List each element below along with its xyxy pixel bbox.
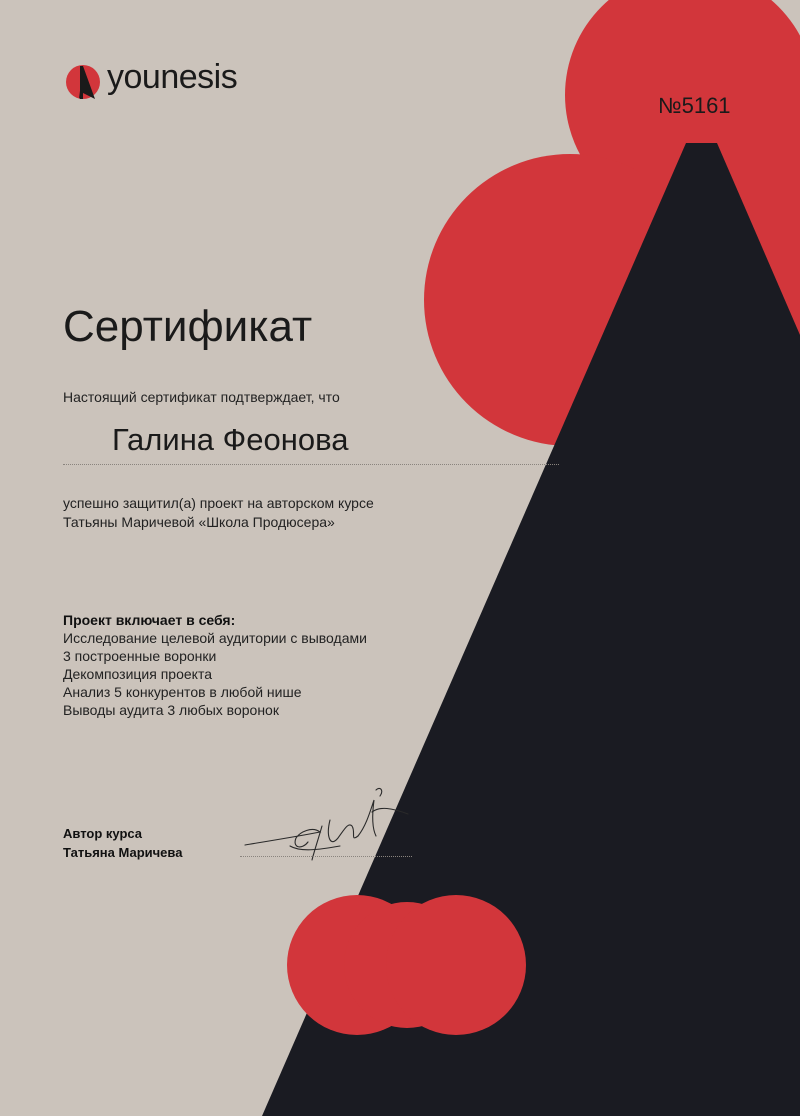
younesis-logo-icon bbox=[66, 65, 100, 99]
signature-line bbox=[240, 856, 412, 857]
list-item: Выводы аудита 3 любых воронок bbox=[63, 702, 279, 718]
red-circle-bottom-3 bbox=[386, 895, 526, 1035]
recipient-name: Галина Феонова bbox=[112, 422, 349, 457]
certificate-title: Сертификат bbox=[63, 302, 313, 351]
list-item: Исследование целевой аудитории с выводами bbox=[63, 630, 367, 646]
intro-text: Настоящий сертификат подтверждает, что bbox=[63, 389, 340, 405]
recipient-underline bbox=[63, 464, 559, 465]
project-includes-list bbox=[63, 629, 367, 719]
list-item: Декомпозиция проекта bbox=[63, 666, 212, 682]
certificate-number: №5161 bbox=[658, 93, 731, 118]
author-name: Татьяна Маричева bbox=[63, 845, 183, 860]
course-text-line-1: успешно защитил(а) проект на авторском курсе bbox=[63, 495, 374, 511]
author-role: Автор курса bbox=[63, 826, 143, 841]
course-text-line-2: Татьяны Маричевой «Школа Продюсера» bbox=[63, 514, 335, 530]
list-item: 3 построенные воронки bbox=[63, 648, 217, 664]
list-item: Анализ 5 конкурентов в любой нише bbox=[63, 684, 302, 700]
brand-name: younesis bbox=[107, 58, 238, 96]
project-includes-heading: Проект включает в себя: bbox=[63, 612, 236, 628]
